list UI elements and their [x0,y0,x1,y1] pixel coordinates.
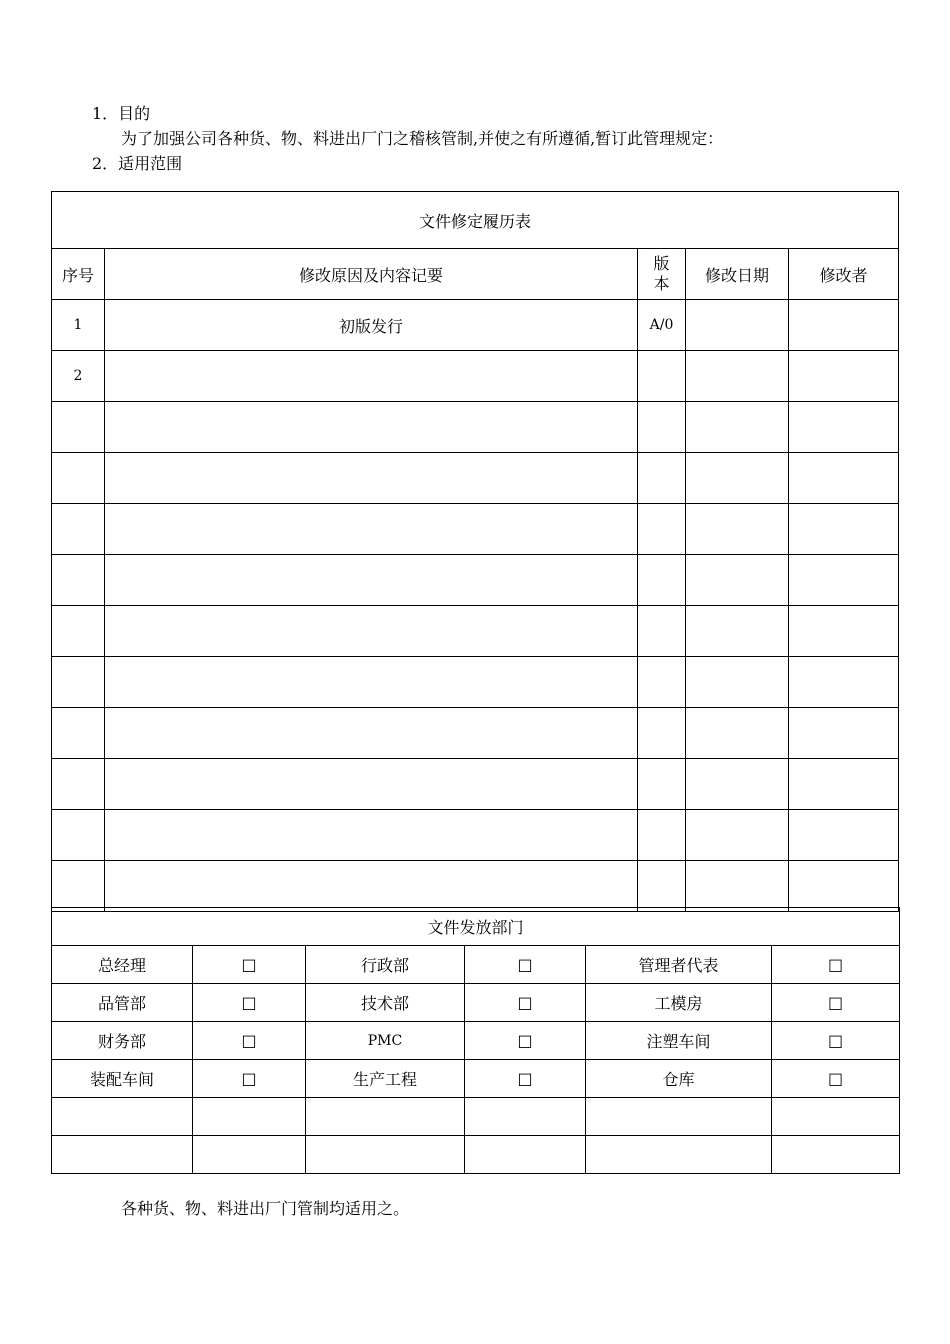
dept-label: 行政部 [306,946,465,984]
row-date [686,810,789,861]
header-seq: 序号 [52,249,105,300]
row-seq: 1 [52,300,105,351]
row-content [105,810,638,861]
row-version [638,402,686,453]
row-date [686,453,789,504]
dept-checkbox[interactable]: □ [772,1022,900,1060]
table-row [52,402,899,453]
dept-checkbox[interactable]: □ [465,1060,586,1098]
table-row [52,708,899,759]
row-seq [52,453,105,504]
row-version [638,504,686,555]
row-version [638,708,686,759]
table-row [52,300,899,351]
dept-label: 管理者代表 [586,946,772,984]
dept-label: 仓库 [586,1060,772,1098]
row-version: A/0 [638,300,686,351]
dept-label: 总经理 [52,946,193,984]
row-content [105,657,638,708]
header-version [638,249,686,300]
row-seq: 2 [52,351,105,402]
section1-label: 1．目的 [92,104,151,123]
table-row [52,1060,900,1098]
table-row [52,504,899,555]
row-version [638,657,686,708]
table-row [52,810,899,861]
row-version [638,861,686,912]
row-date [686,402,789,453]
row-date [686,504,789,555]
header-version-line1: 版 [653,254,670,273]
header-content: 修改原因及内容记要 [105,249,638,300]
table-row [52,946,900,984]
row-content [105,759,638,810]
row-content [105,504,638,555]
row-content [105,351,638,402]
row-editor [789,555,899,606]
dept-checkbox[interactable]: □ [193,1022,306,1060]
dept-checkbox[interactable]: □ [465,946,586,984]
empty-cell [772,1098,900,1136]
row-version [638,606,686,657]
dept-checkbox[interactable]: □ [772,946,900,984]
empty-cell [193,1098,306,1136]
dept-label: 生产工程 [306,1060,465,1098]
section1-text: 为了加强公司各种货、物、料进出厂门之稽核管制,并使之有所遵循,暂订此管理规定： [121,129,724,148]
row-seq [52,759,105,810]
empty-cell [193,1136,306,1174]
row-editor [789,300,899,351]
row-seq [52,555,105,606]
row-date [686,351,789,402]
row-editor [789,810,899,861]
dept-checkbox[interactable]: □ [772,984,900,1022]
row-date [686,555,789,606]
table-row [52,657,899,708]
empty-cell [52,1136,193,1174]
section2-label: 2．适用范围 [92,154,183,173]
dept-checkbox[interactable]: □ [193,984,306,1022]
row-seq [52,402,105,453]
row-editor [789,606,899,657]
empty-cell [306,1098,465,1136]
table-row [52,555,899,606]
revision-history-table [51,191,899,912]
dept-label: 注塑车间 [586,1022,772,1060]
row-editor [789,504,899,555]
empty-cell [465,1098,586,1136]
row-seq [52,504,105,555]
row-editor [789,861,899,912]
table-row [52,1022,900,1060]
table-row [52,453,899,504]
empty-cell [586,1098,772,1136]
row-content [105,555,638,606]
distribution-title: 文件发放部门 [52,908,900,946]
row-seq [52,861,105,912]
row-seq [52,810,105,861]
row-content [105,861,638,912]
row-version [638,351,686,402]
empty-cell [772,1136,900,1174]
row-version [638,453,686,504]
empty-cell [465,1136,586,1174]
row-editor [789,759,899,810]
row-date [686,708,789,759]
empty-cell [52,1098,193,1136]
header-date: 修改日期 [686,249,789,300]
empty-cell [586,1136,772,1174]
row-version [638,810,686,861]
dept-checkbox[interactable]: □ [193,1060,306,1098]
table-row [52,984,900,1022]
row-editor [789,657,899,708]
row-seq [52,657,105,708]
row-version [638,759,686,810]
row-content [105,402,638,453]
table-row [52,606,899,657]
dept-checkbox[interactable]: □ [193,946,306,984]
revision-table-title: 文件修定履历表 [52,192,899,249]
table-row [52,861,899,912]
row-editor [789,351,899,402]
dept-checkbox[interactable]: □ [465,1022,586,1060]
row-seq [52,606,105,657]
dept-checkbox[interactable]: □ [772,1060,900,1098]
dept-label: 工模房 [586,984,772,1022]
row-editor [789,402,899,453]
row-content: 初版发行 [105,300,638,351]
table-row [52,351,899,402]
header-version-line2: 本 [653,274,670,293]
row-date [686,759,789,810]
dept-checkbox[interactable]: □ [465,984,586,1022]
row-version [638,555,686,606]
distribution-table [51,907,900,1174]
header-editor: 修改者 [789,249,899,300]
dept-label: 装配车间 [52,1060,193,1098]
table-row [52,1098,900,1136]
row-seq [52,708,105,759]
scope-text: 各种货、物、料进出厂门管制均适用之。 [121,1199,410,1218]
row-content [105,708,638,759]
row-date [686,861,789,912]
row-editor [789,708,899,759]
row-date [686,300,789,351]
table-row [52,1136,900,1174]
dept-label: 品管部 [52,984,193,1022]
table-row [52,759,899,810]
row-content [105,453,638,504]
dept-label: PMC [306,1022,465,1060]
row-content [105,606,638,657]
row-date [686,657,789,708]
row-editor [789,453,899,504]
empty-cell [306,1136,465,1174]
row-date [686,606,789,657]
dept-label: 技术部 [306,984,465,1022]
dept-label: 财务部 [52,1022,193,1060]
